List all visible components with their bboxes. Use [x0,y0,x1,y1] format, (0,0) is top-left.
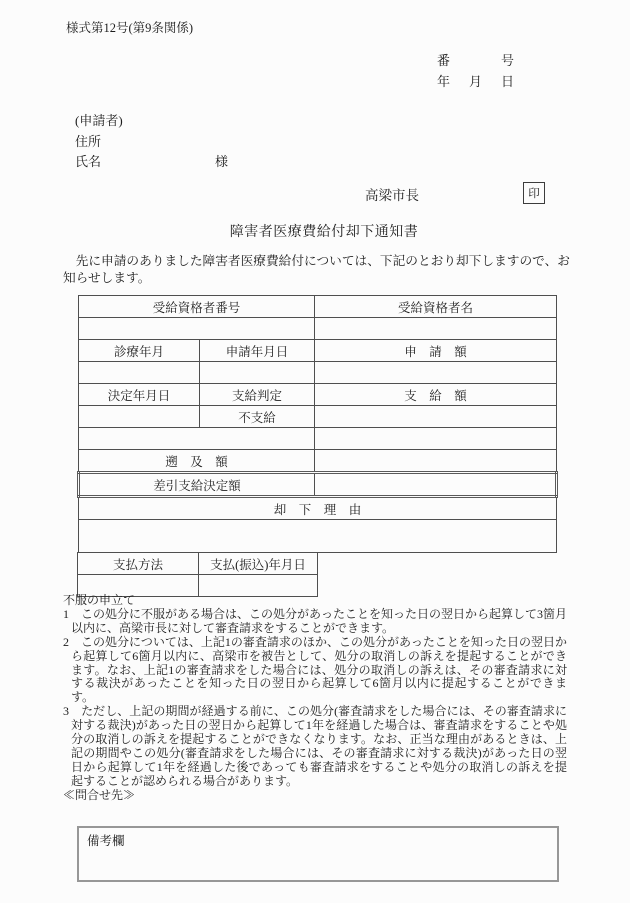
form-number-label: 様式第12号(第9条関係) [66,21,194,35]
appeal-section [63,594,567,803]
cell-empty-left [79,428,315,450]
appeal-item-1: 1 この処分に不服がある場合は、この処分があったことを知った日の翌日から起算して3箇月以内に、高梁市長に対して審査請求をすることができます。 [63,606,567,635]
applicant-block [75,111,229,173]
appeal-heading: 不服の申立て [63,593,136,607]
cell-application-date-value [200,362,315,384]
cell-application-amount-value [315,362,557,384]
cell-recipient-number-value [79,318,315,340]
cell-payment-amount-label: 支 給 額 [315,384,557,406]
name-row [75,152,229,173]
cell-no-payment-label: 不支給 [200,406,315,428]
appeal-item-3: 3 ただし、上記の期間が経過する前に、この処分(審査請求をした場合には、その審査請求に対する裁決)があった日の翌日から起算して1年を経過した場合は、審査請求をすることや処分の取消しの訴えを提起することができなくなります。なお、正当な理由があるときは、上記の期間やこの処分(審査請求をした場合には、その審査請求に対する裁決)があった日の翌日から起算して1年を経過した後であっても審査請求をすることや処分の取消しの訴えを提起することが認められる場合があります。 [63,704,567,788]
cell-recipient-name-value [315,318,557,340]
seal-stamp-icon: 印 [523,182,545,204]
intro-paragraph: 先に申請のありました障害者医療費給付については、下記のとおり却下しますので、お知らせします。 [63,254,570,285]
document-title: 障害者医療費給付却下通知書 [229,225,419,240]
honorific-label: 様 [215,154,229,169]
cell-decision-date-label: 決定年月日 [79,384,200,406]
remarks-label: 備考欄 [87,834,125,848]
cell-rejection-reason-value [79,520,557,553]
cell-retroactive-amount-label: 遡 及 額 [79,450,315,473]
cell-payment-judgment-label: 支給判定 [200,384,315,406]
cell-net-payment-decision-label: 差引支給決定額 [79,473,315,497]
number-char-ban: 番 [437,53,451,68]
cell-application-date-label: 申請年月日 [200,340,315,362]
name-label: 氏名 [75,154,102,169]
date-char-year: 年 [437,74,451,89]
document-date-line [437,71,514,92]
date-char-month: 月 [468,74,482,89]
number-char-go: 号 [500,53,514,68]
appeal-item-2: 2 この処分については、上記1の審査請求のほか、この処分があったことを知った日の翌日から起算して6箇月以内に、高梁市を被告として、処分の取消しの訴えを提起することができます。なお、上記1の審査請求をした場合には、処分の取消しの訴えは、その審査請求に対する裁決があったことを知った日の翌日から起算して6箇月以内に提起することができます。 [63,634,567,705]
document-meta-block [437,50,514,92]
cell-treatment-month-label: 診療年月 [79,340,200,362]
cell-net-payment-decision-value [315,473,557,497]
benefit-table-area [77,295,558,597]
benefit-table [77,295,558,553]
mayor-title-label: 高梁市長 [365,188,419,203]
payment-table [77,552,318,597]
address-label: 住所 [75,133,102,149]
remarks-box [77,826,559,882]
date-char-day: 日 [500,74,514,89]
cell-recipient-number-label: 受給資格者番号 [79,296,315,318]
cell-payment-transfer-date-label: 支払(振込)年月日 [199,553,318,575]
cell-recipient-name-label: 受給資格者名 [315,296,557,318]
cell-payment-amount-value [315,406,557,428]
cell-payment-method-label: 支払方法 [78,553,199,575]
document-number-line [437,50,514,71]
cell-treatment-month-value [79,362,200,384]
applicant-section-label: (申請者) [75,113,123,128]
cell-empty-right [315,428,557,450]
cell-decision-date-value [79,406,200,428]
cell-rejection-reason-label: 却 下 理 由 [79,497,557,520]
cell-retroactive-amount-value [315,450,557,473]
cell-application-amount-label: 申 請 額 [315,340,557,362]
contact-label: ≪問合せ先≫ [63,787,136,802]
